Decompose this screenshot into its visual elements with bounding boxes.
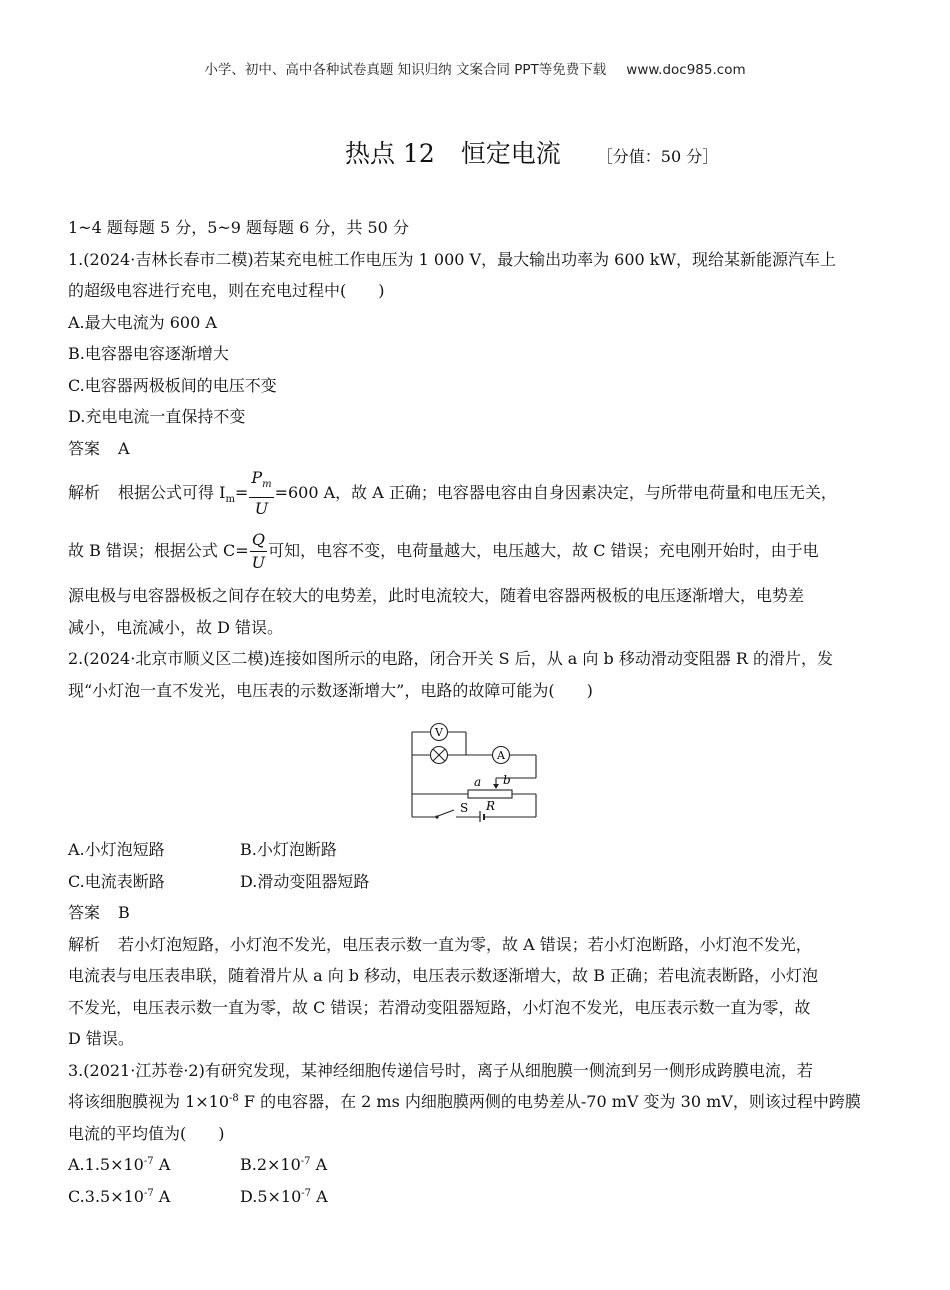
q3-c-unit: A [153, 1186, 171, 1206]
q3-options-row-1 [68, 1149, 883, 1181]
q1-option-c: C.电容器两极板间的电压不变 [68, 375, 277, 395]
q1-an1-b: =600 A，故 A 正确；电容器电容由自身因素决定，与所带电荷量和电压无关， [274, 483, 837, 502]
rheostat-icon [468, 790, 512, 798]
q1-an1-a: 根据公式可得 I [118, 483, 226, 502]
q1-an1-sub: m [225, 494, 235, 506]
banner-site-link[interactable]: www.doc985.com [626, 62, 746, 78]
q3-b-base: B.2×10 [240, 1155, 301, 1174]
analysis-label: 解析 [68, 483, 101, 502]
q2-options-row-1 [68, 834, 883, 866]
q2-option-d: D.滑动变阻器短路 [240, 871, 370, 891]
q1-stem-line-2: 的超级电容进行充电，则在充电过程中( ) [68, 281, 385, 300]
content [68, 212, 883, 1212]
q3-stem-2b: F 的电容器，在 2 ms 内细胞膜两侧的电势差从-70 mV 变为 30 mV，则该过程中跨膜 [238, 1092, 861, 1111]
title-score: ［分值：50 分］ [596, 147, 719, 166]
q3-c-exp: -7 [143, 1187, 154, 1199]
circuit-diagram [68, 706, 883, 834]
q1-an2-b: 可知，电容不变，电荷量越大，电压越大，故 C 错误；充电刚开始时，由于电 [268, 541, 819, 560]
q3-stem-line-1: 3.(2021·江苏卷·2)有研究发现，某神经细胞传递信号时，离子从细胞膜一侧流到另一侧形成跨膜电流，若 [68, 1060, 813, 1080]
q3-a-unit: A [153, 1155, 171, 1174]
intro-line: 1~4 题每题 5 分，5~9 题每题 6 分，共 50 分 [68, 218, 409, 237]
q3-d-base: D.5×10 [240, 1186, 302, 1206]
q3-options-row-2 [68, 1181, 883, 1213]
frac1-numerator [249, 467, 273, 497]
q1-answer [68, 433, 883, 465]
q2-stem-line-1: 2.(2024·北京市顺义区二模)连接如图所示的电路，闭合开关 S 后，从 a 向 b 移动滑动变阻器 R 的滑片，发 [68, 649, 834, 668]
q2-analysis-line-1 [68, 929, 883, 961]
fraction-pm-over-u [249, 467, 273, 519]
q2-analysis-line-3: 不发光，电压表示数一直为零，故 C 错误；若滑动变阻器短路，小灯泡不发光，电压表示数一直为零，故 [68, 997, 811, 1017]
q3-d-exp: -7 [301, 1187, 312, 1199]
q2-answer-value: B [118, 903, 130, 922]
frac2-numerator: Q [250, 529, 267, 552]
frac1-num-sub: m [262, 479, 272, 491]
frac1-num-text: P [251, 468, 263, 488]
answer-label: 答案 [68, 438, 101, 458]
q1-option-a: A.最大电流为 600 A [68, 312, 217, 332]
q3-option-a [68, 1149, 240, 1181]
frac1-denominator: U [254, 498, 269, 518]
q2-option-b: B.小灯泡断路 [240, 840, 337, 859]
switch-pivot [435, 815, 438, 818]
switch-label: S [460, 801, 469, 815]
q2-answer [68, 897, 883, 929]
q3-a-exp: -7 [143, 1156, 154, 1167]
q3-a-base: A.1.5×10 [68, 1155, 144, 1174]
q1-analysis-line-1 [68, 464, 883, 522]
q3-stem-2-sup: -8 [229, 1093, 239, 1104]
q2-an1: 若小灯泡短路，小灯泡不发光，电压表示数一直为零，故 A 错误；若小灯泡断路，小灯泡不发光， [118, 934, 812, 954]
point-a-label: a [474, 775, 482, 789]
q1-an1-eq: = [234, 483, 249, 502]
q3-d-unit: A [311, 1186, 328, 1206]
q1-analysis-line-3: 源电极与电容器极板之间存在较大的电势差，此时电流较大，随着电容器两极板的电压逐渐增大，电势差 [68, 586, 805, 605]
q2-analysis-line-2: 电流表与电压表串联，随着滑片从 a 向 b 移动，电压表示数逐渐增大，故 B 正确；若电流表断路，小灯泡 [68, 966, 819, 985]
answer-label: 答案 [68, 903, 101, 922]
q1-stem-line-1: 1.(2024·吉林长春市二模)若某充电桩工作电压为 1 000 V，最大输出功率为 600 kW，现给某新能源汽车上 [68, 249, 836, 269]
header-banner [0, 58, 950, 78]
q3-stem-line-2 [68, 1086, 883, 1118]
q3-option-c [68, 1181, 240, 1213]
frac2-denominator: U [251, 553, 266, 572]
resistor-label: R [486, 799, 496, 813]
slider-arrow-icon [493, 784, 499, 789]
banner-text: 小学、初中、高中各种试卷真题 知识归纳 文案合同 PPT等免费下载 [204, 62, 607, 78]
point-b-label: b [503, 773, 511, 787]
q3-option-d [240, 1181, 328, 1213]
q3-c-base: C.3.5×10 [68, 1186, 144, 1206]
title-topic: 恒定电流 [460, 139, 561, 168]
page-title [345, 134, 718, 170]
fraction-q-over-u [250, 529, 267, 574]
q1-an2-a: 故 B 错误；根据公式 C= [68, 541, 249, 560]
q3-b-unit: A [310, 1155, 328, 1174]
q3-b-exp: -7 [300, 1156, 311, 1167]
q1-option-d: D.充电电流一直保持不变 [68, 407, 246, 426]
q1-option-b: B.电容器电容逐渐增大 [68, 344, 229, 363]
q1-analysis-line-4: 减小，电流减小，故 D 错误。 [68, 617, 284, 637]
q2-stem-line-2: 现“小灯泡一直不发光，电压表的示数逐渐增大”，电路的故障可能为( ) [68, 680, 593, 700]
ammeter-label: A [497, 749, 505, 762]
q1-answer-value: A [118, 438, 130, 458]
q3-stem-line-3: 电流的平均值为( ) [68, 1123, 225, 1143]
voltmeter-label: V [435, 726, 443, 739]
analysis-label: 解析 [68, 934, 101, 954]
circuit-svg [408, 710, 608, 822]
q2-options-row-2 [68, 866, 883, 898]
q2-analysis-line-4: D 错误。 [68, 1029, 134, 1048]
q2-option-a: A.小灯泡短路 [68, 840, 165, 859]
q2-option-c: C.电流表断路 [68, 871, 165, 891]
q3-option-b [240, 1149, 327, 1181]
title-topic-number: 热点 12 [345, 139, 435, 168]
switch-lever-icon [438, 810, 454, 816]
q1-analysis-line-2 [68, 522, 883, 580]
q3-stem-2a: 将该细胞膜视为 1×10 [68, 1092, 230, 1111]
